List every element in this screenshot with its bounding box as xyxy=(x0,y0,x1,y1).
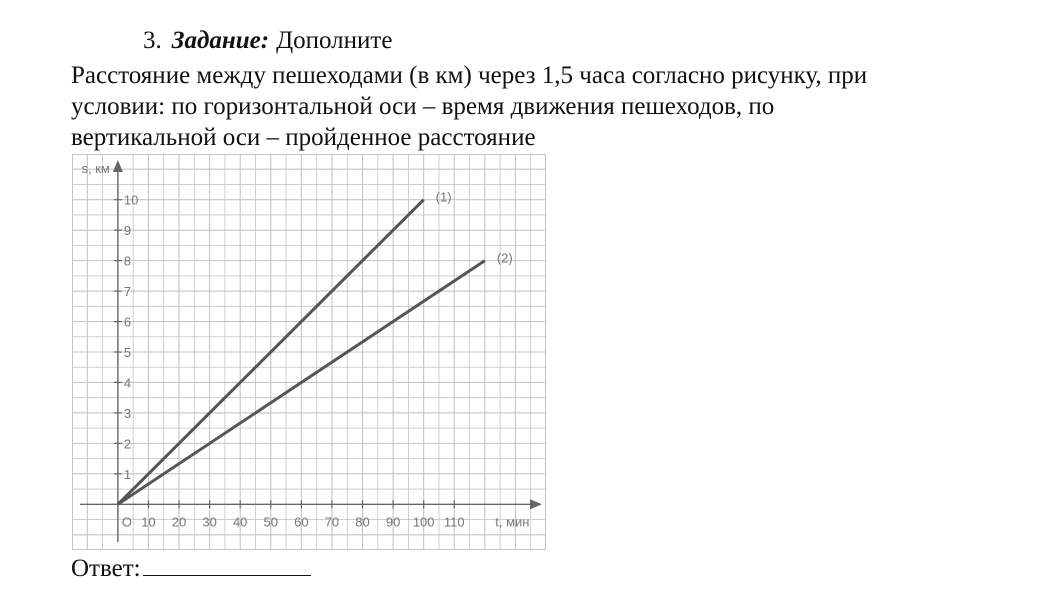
x-tick-label: 30 xyxy=(202,514,217,530)
x-tick-label: 50 xyxy=(263,514,279,530)
chart-svg xyxy=(72,154,546,550)
y-tick-label: 4 xyxy=(123,375,132,391)
answer-blank-field[interactable] xyxy=(143,551,311,576)
x-tick-label: 60 xyxy=(294,514,309,530)
y-tick-label: 3 xyxy=(123,405,132,421)
y-tick-label: 9 xyxy=(123,223,132,239)
y-axis-label: s, км xyxy=(81,161,110,176)
distance-time-chart xyxy=(72,154,546,550)
y-tick-label: 1 xyxy=(123,466,132,482)
x-tick-label: 110 xyxy=(443,514,465,530)
y-tick-label: 10 xyxy=(123,192,139,208)
task-heading xyxy=(143,26,392,56)
x-tick-label: 90 xyxy=(385,514,401,530)
x-tick-label: 100 xyxy=(412,514,435,530)
task-label: Задание: xyxy=(171,27,270,54)
question-line-1: Расстояние между пешеходами (в км) через 1,5 часа согласно рисунку, при xyxy=(71,62,868,89)
y-tick-label: 6 xyxy=(123,314,132,330)
origin-label: O xyxy=(121,514,132,530)
y-tick-label: 8 xyxy=(123,253,132,269)
x-axis-label: t, мин xyxy=(495,514,530,530)
series-label-2: (2) xyxy=(496,250,513,266)
x-tick-label: 70 xyxy=(324,514,340,530)
task-number: 3. xyxy=(143,27,162,54)
task-instruction: Дополните xyxy=(276,27,393,54)
series-label-1: (1) xyxy=(435,189,452,205)
answer-label: Ответ: xyxy=(71,555,141,582)
x-tick-label: 10 xyxy=(141,514,156,530)
x-tick-label: 40 xyxy=(232,514,248,530)
y-tick-label: 7 xyxy=(123,284,132,300)
y-tick-label: 5 xyxy=(123,345,132,360)
question-line-2: условии: по горизонтальной оси – время движения пешеходов, по xyxy=(71,93,775,120)
question-text xyxy=(71,60,1031,153)
answer-row xyxy=(71,551,311,584)
x-tick-label: 20 xyxy=(171,514,187,530)
y-tick-label: 2 xyxy=(123,436,132,452)
x-tick-label: 80 xyxy=(355,514,370,530)
question-line-3: вертикальной оси – пройденное расстояние xyxy=(71,124,536,151)
